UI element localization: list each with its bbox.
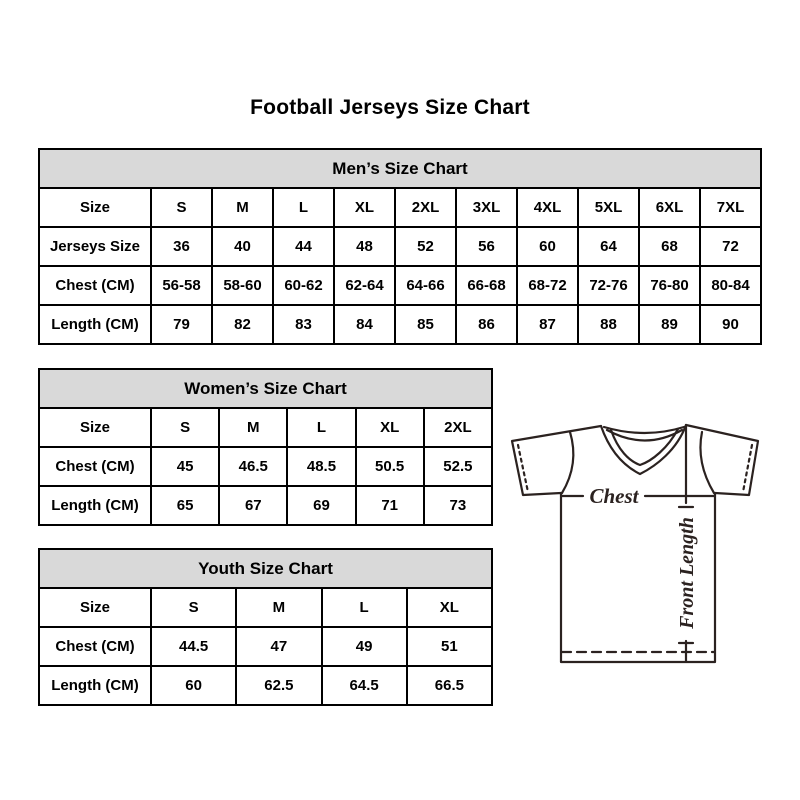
value-cell: 46.5 <box>219 447 287 486</box>
table-title-row <box>39 369 492 408</box>
table-row <box>39 588 492 627</box>
value-cell: 66.5 <box>407 666 492 705</box>
value-cell: S <box>151 588 236 627</box>
womens-size-table <box>38 368 493 526</box>
value-cell: L <box>287 408 355 447</box>
table-row <box>39 447 492 486</box>
jersey-measurement-diagram <box>503 412 769 672</box>
collar-back-arc-icon <box>604 427 684 433</box>
right-sleeve-seam-icon <box>701 432 715 493</box>
value-cell: 62.5 <box>236 666 321 705</box>
value-cell: 60 <box>517 227 578 266</box>
value-cell: 89 <box>639 305 700 344</box>
value-cell: 40 <box>212 227 273 266</box>
table-row <box>39 266 761 305</box>
row-label-cell: Size <box>39 588 151 627</box>
value-cell: 4XL <box>517 188 578 227</box>
value-cell: 65 <box>151 486 219 525</box>
table-title-row <box>39 549 492 588</box>
table-row <box>39 486 492 525</box>
value-cell: XL <box>407 588 492 627</box>
value-cell: 47 <box>236 627 321 666</box>
value-cell: 44.5 <box>151 627 236 666</box>
value-cell: 71 <box>356 486 424 525</box>
value-cell: 48 <box>334 227 395 266</box>
value-cell: 88 <box>578 305 639 344</box>
value-cell: 5XL <box>578 188 639 227</box>
value-cell: 82 <box>212 305 273 344</box>
row-label-cell: Length (CM) <box>39 666 151 705</box>
mens-table-title: Men’s Size Chart <box>39 149 761 188</box>
value-cell: 50.5 <box>356 447 424 486</box>
youth-size-table <box>38 548 493 706</box>
row-label-cell: Chest (CM) <box>39 447 151 486</box>
value-cell: 52 <box>395 227 456 266</box>
value-cell: S <box>151 188 212 227</box>
value-cell: 36 <box>151 227 212 266</box>
jersey-outline-icon <box>512 425 758 662</box>
value-cell: 66-68 <box>456 266 517 305</box>
value-cell: 60-62 <box>273 266 334 305</box>
value-cell: 72 <box>700 227 761 266</box>
value-cell: 85 <box>395 305 456 344</box>
mens-size-table <box>38 148 762 345</box>
front-length-label: Front Length <box>676 517 698 629</box>
value-cell: 56 <box>456 227 517 266</box>
page-title: Football Jerseys Size Chart <box>250 96 530 119</box>
value-cell: 58-60 <box>212 266 273 305</box>
table-row <box>39 305 761 344</box>
value-cell: M <box>219 408 287 447</box>
value-cell: 87 <box>517 305 578 344</box>
value-cell: 76-80 <box>639 266 700 305</box>
table-row <box>39 188 761 227</box>
table-title-row <box>39 149 761 188</box>
value-cell: 64.5 <box>322 666 407 705</box>
value-cell: 69 <box>287 486 355 525</box>
value-cell: 84 <box>334 305 395 344</box>
value-cell: M <box>212 188 273 227</box>
value-cell: 86 <box>456 305 517 344</box>
row-label-cell: Chest (CM) <box>39 266 151 305</box>
row-label-cell: Size <box>39 408 151 447</box>
value-cell: 6XL <box>639 188 700 227</box>
value-cell: 73 <box>424 486 492 525</box>
value-cell: 7XL <box>700 188 761 227</box>
value-cell: 48.5 <box>287 447 355 486</box>
youth-table-title: Youth Size Chart <box>39 549 492 588</box>
row-label-cell: Jerseys Size <box>39 227 151 266</box>
value-cell: 44 <box>273 227 334 266</box>
value-cell: 62-64 <box>334 266 395 305</box>
value-cell: 51 <box>407 627 492 666</box>
value-cell: XL <box>356 408 424 447</box>
value-cell: XL <box>334 188 395 227</box>
value-cell: 68-72 <box>517 266 578 305</box>
left-sleeve-seam-icon <box>562 432 573 493</box>
value-cell: 2XL <box>395 188 456 227</box>
table-row <box>39 227 761 266</box>
table-row <box>39 408 492 447</box>
left-cuff-dashed-icon <box>518 445 528 492</box>
chest-label: Chest <box>589 484 639 508</box>
value-cell: 64-66 <box>395 266 456 305</box>
row-label-cell: Chest (CM) <box>39 627 151 666</box>
value-cell: 2XL <box>424 408 492 447</box>
row-label-cell: Length (CM) <box>39 305 151 344</box>
row-label-cell: Size <box>39 188 151 227</box>
value-cell: S <box>151 408 219 447</box>
value-cell: 83 <box>273 305 334 344</box>
table-row <box>39 627 492 666</box>
value-cell: 52.5 <box>424 447 492 486</box>
value-cell: 3XL <box>456 188 517 227</box>
value-cell: 80-84 <box>700 266 761 305</box>
value-cell: 64 <box>578 227 639 266</box>
value-cell: L <box>322 588 407 627</box>
value-cell: L <box>273 188 334 227</box>
table-row <box>39 666 492 705</box>
value-cell: 90 <box>700 305 761 344</box>
row-label-cell: Length (CM) <box>39 486 151 525</box>
value-cell: 60 <box>151 666 236 705</box>
value-cell: 68 <box>639 227 700 266</box>
value-cell: 72-76 <box>578 266 639 305</box>
value-cell: M <box>236 588 321 627</box>
value-cell: 56-58 <box>151 266 212 305</box>
womens-table-title: Women’s Size Chart <box>39 369 492 408</box>
value-cell: 49 <box>322 627 407 666</box>
value-cell: 79 <box>151 305 212 344</box>
value-cell: 67 <box>219 486 287 525</box>
value-cell: 45 <box>151 447 219 486</box>
